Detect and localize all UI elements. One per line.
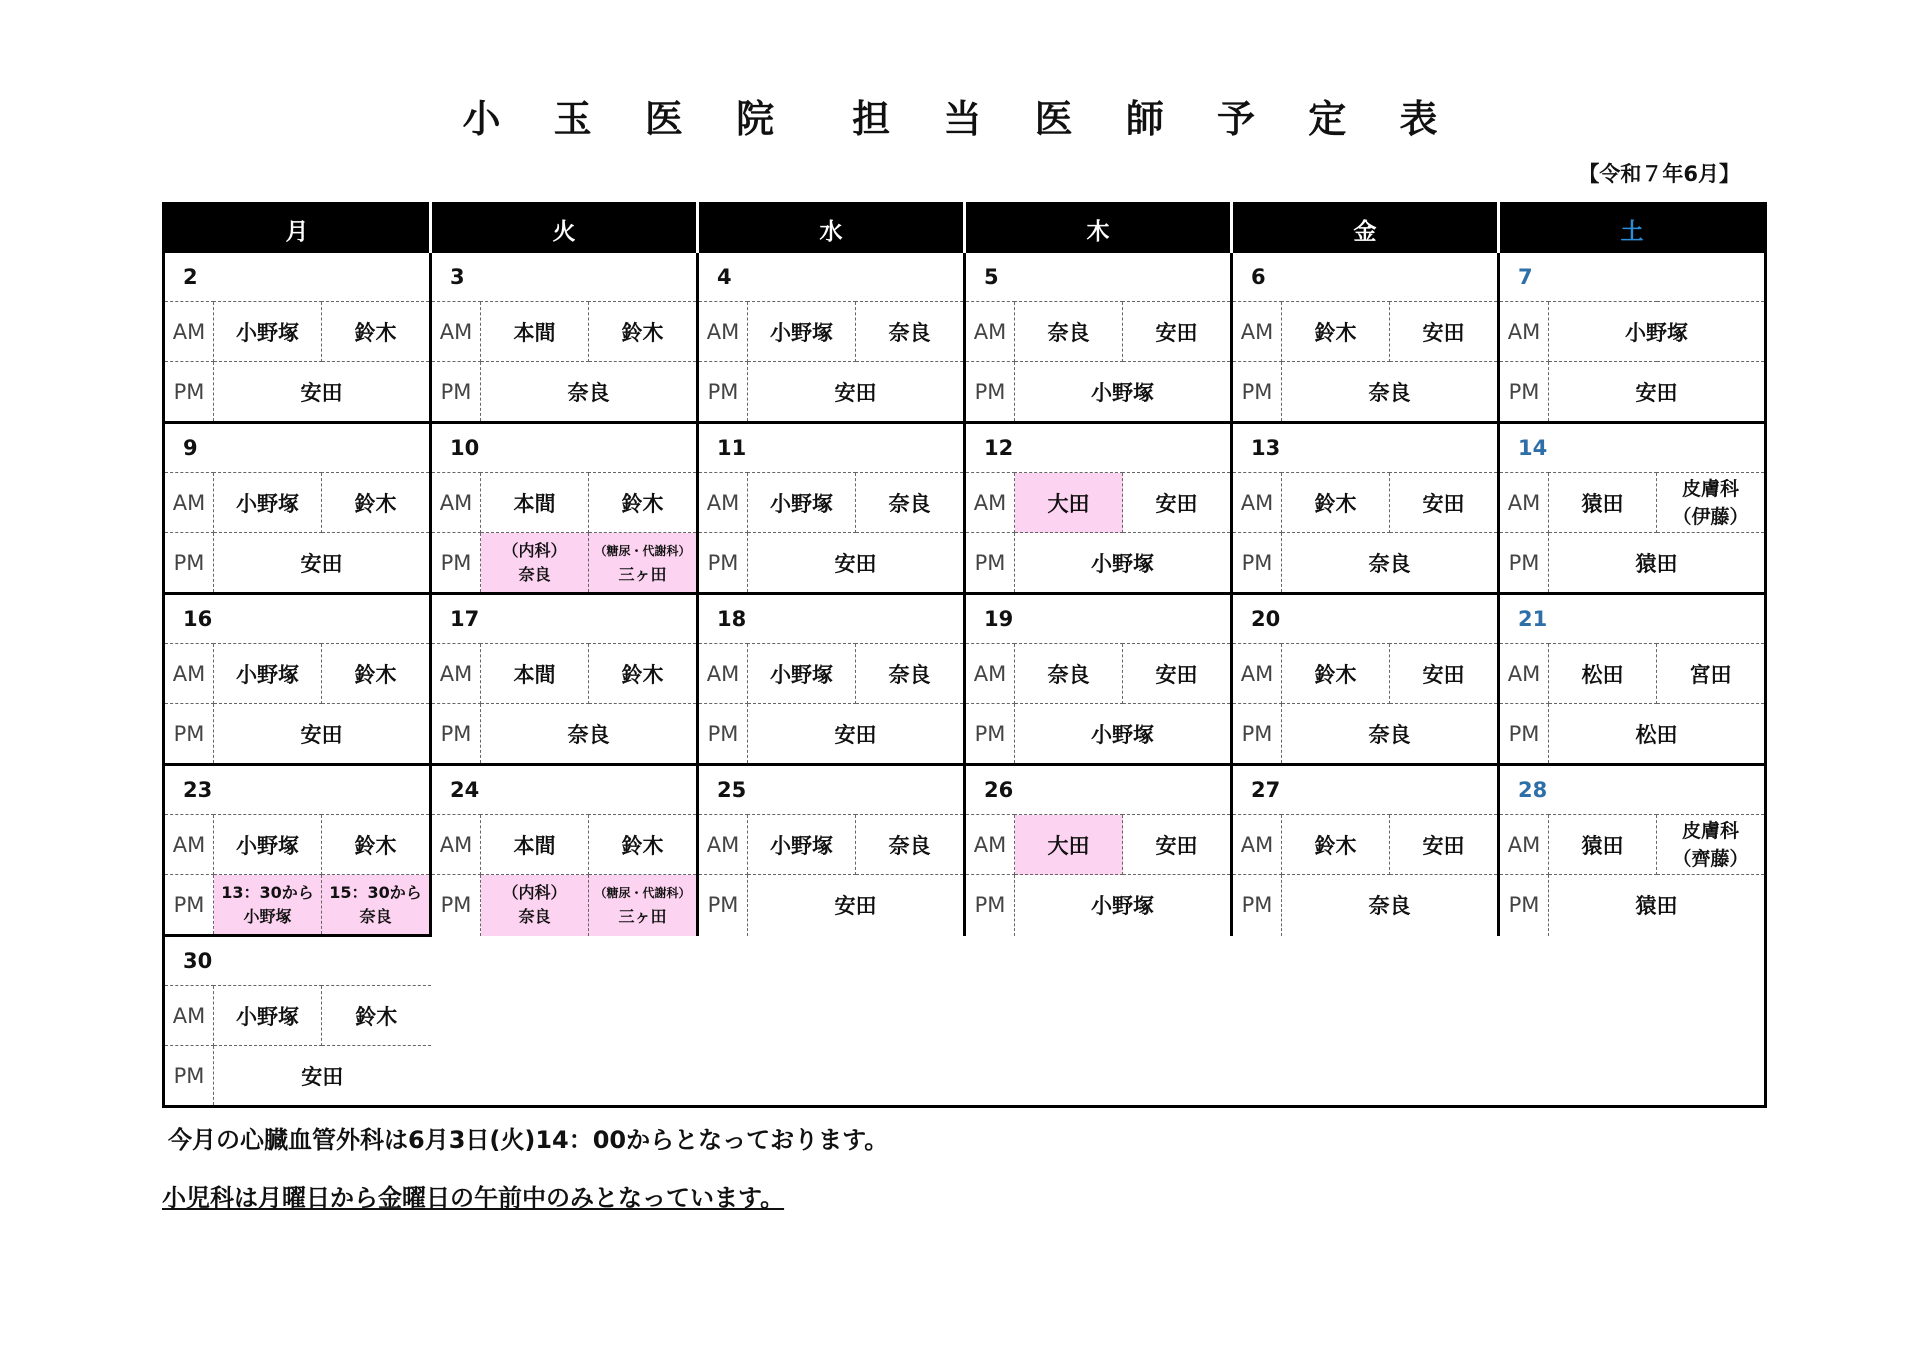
date-number: 2	[164, 253, 431, 302]
am-row	[164, 473, 1766, 533]
doctor-name: 松田	[1635, 722, 1678, 747]
doctor-name: 奈良	[1368, 551, 1411, 576]
empty-cell	[698, 1046, 965, 1107]
pm-label: PM	[164, 704, 214, 765]
pm-label: PM	[698, 704, 748, 765]
empty-cell	[1499, 986, 1766, 1046]
doctor-name: 本間	[481, 473, 589, 533]
doctor-name: 奈良	[856, 302, 965, 362]
doctor-name: 猿田	[1635, 894, 1678, 919]
doctor-name: 小野塚	[748, 473, 856, 533]
doctor-name: 小野塚	[243, 906, 292, 926]
doctor-name: 小野塚	[214, 644, 322, 704]
doctor-name: 鈴木	[589, 644, 698, 704]
pm-label: PM	[965, 875, 1015, 936]
date-number: 9	[164, 423, 431, 473]
doctor-name: 鈴木	[322, 986, 431, 1046]
am-label: AM	[698, 302, 748, 362]
date-row	[164, 765, 1766, 815]
pm-label: PM	[1499, 704, 1549, 765]
pm-row	[164, 875, 1766, 936]
doctor-name: 安田	[1123, 302, 1232, 362]
am-label: AM	[965, 815, 1015, 875]
am-label: AM	[1499, 473, 1549, 533]
doctor-name: 安田	[300, 380, 343, 405]
empty-cell	[698, 936, 965, 986]
doctor-name: 奈良	[518, 564, 551, 584]
am-label: AM	[698, 473, 748, 533]
doctor-name: 本間	[481, 644, 589, 704]
empty-cell	[1499, 1046, 1766, 1107]
pm-label: PM	[698, 362, 748, 423]
doctor-name: 鈴木	[589, 302, 698, 362]
pm-label: PM	[431, 362, 481, 423]
pediatrics-note: 小児科は月曜日から金曜日の午前中のみとなっています。	[162, 1184, 785, 1212]
cell-note: （内科）	[502, 540, 567, 560]
doctor-name: 奈良	[518, 907, 551, 927]
pm-label: PM	[1232, 875, 1282, 936]
date-number: 16	[164, 594, 431, 644]
pm-label: PM	[164, 362, 214, 423]
date-number: 27	[1232, 765, 1499, 815]
doctor-name: 本間	[481, 302, 589, 362]
pm-row	[164, 1046, 1766, 1107]
pm-label: PM	[698, 875, 748, 936]
date-number: 30	[164, 936, 431, 986]
doctor-name: 小野塚	[1549, 302, 1766, 362]
date-number: 21	[1499, 594, 1766, 644]
empty-cell	[431, 986, 698, 1046]
doctor-name: 鈴木	[322, 473, 431, 533]
doctor-name: 宮田	[1657, 644, 1766, 704]
pm-label: PM	[1232, 362, 1282, 423]
empty-cell	[431, 1046, 698, 1107]
doctor-name: 奈良	[856, 815, 965, 875]
date-number: 14	[1499, 423, 1766, 473]
doctor-name: 奈良	[1368, 380, 1411, 405]
doctor-name: 鈴木	[1282, 815, 1390, 875]
pm-label: PM	[965, 362, 1015, 423]
dermatology-cell	[1657, 473, 1766, 533]
am-label: AM	[965, 302, 1015, 362]
doctor-name: 本間	[481, 815, 589, 875]
pm-split-cell	[481, 875, 589, 936]
pm-label: PM	[1232, 704, 1282, 765]
doctor-name: 大田	[1015, 473, 1123, 533]
doctor-name: 安田	[834, 380, 877, 405]
date-number: 7	[1499, 253, 1766, 302]
doctor-name: 安田	[834, 722, 877, 747]
am-label: AM	[164, 986, 214, 1046]
cell-note: 皮膚科	[1681, 819, 1739, 842]
doctor-name: 奈良	[856, 644, 965, 704]
cell-note: （糖尿・代謝科）	[594, 543, 691, 558]
doctor-name: 安田	[301, 1064, 344, 1089]
weekday-header: 月	[164, 204, 431, 254]
pm-split-cell	[214, 875, 322, 936]
schedule-table	[162, 202, 1767, 1108]
am-label: AM	[965, 473, 1015, 533]
pm-label: PM	[1232, 533, 1282, 594]
pm-row	[164, 704, 1766, 765]
date-number: 28	[1499, 765, 1766, 815]
doctor-name: 鈴木	[1282, 302, 1390, 362]
date-number: 12	[965, 423, 1232, 473]
doctor-name: 小野塚	[748, 302, 856, 362]
doctor-name: 小野塚	[1091, 894, 1154, 919]
pm-label: PM	[164, 1046, 214, 1107]
pm-label: PM	[164, 875, 214, 936]
empty-cell	[1232, 936, 1499, 986]
am-label: AM	[965, 644, 1015, 704]
doctor-name: 奈良	[567, 722, 610, 747]
date-row	[164, 936, 1766, 986]
weekday-header-saturday: 土	[1499, 204, 1766, 254]
cell-note: 皮膚科	[1681, 477, 1739, 500]
pm-label: PM	[1499, 533, 1549, 594]
am-label: AM	[431, 473, 481, 533]
doctor-name: 鈴木	[322, 815, 431, 875]
date-number: 18	[698, 594, 965, 644]
weekday-header-row	[164, 204, 1766, 254]
doctor-name: 小野塚	[1091, 380, 1154, 405]
pm-split-cell	[589, 875, 698, 936]
am-label: AM	[431, 815, 481, 875]
doctor-name: 三ヶ田	[618, 564, 667, 584]
am-label: AM	[698, 644, 748, 704]
weekday-header: 木	[965, 204, 1232, 254]
doctor-name: 奈良	[1368, 722, 1411, 747]
doctor-name: 安田	[834, 894, 877, 919]
am-label: AM	[1232, 815, 1282, 875]
cardiology-note: 今月の心臓血管外科は6月3日(火)14：00からとなっております。	[168, 1126, 889, 1154]
am-label: AM	[1499, 644, 1549, 704]
doctor-name: 奈良	[1368, 894, 1411, 919]
date-number: 19	[965, 594, 1232, 644]
doctor-name: 猿田	[1549, 815, 1657, 875]
cell-note: 13：30から	[221, 882, 314, 902]
doctor-name: 松田	[1549, 644, 1657, 704]
weekday-header: 水	[698, 204, 965, 254]
date-number: 26	[965, 765, 1232, 815]
doctor-name: 小野塚	[214, 473, 322, 533]
empty-cell	[1232, 986, 1499, 1046]
date-row	[164, 423, 1766, 473]
am-label: AM	[164, 815, 214, 875]
doctor-name: 安田	[1390, 473, 1499, 533]
pm-label: PM	[965, 533, 1015, 594]
doctor-name: 小野塚	[748, 644, 856, 704]
doctor-name: 小野塚	[214, 815, 322, 875]
pm-split-cell	[589, 533, 698, 594]
doctor-name: 奈良	[359, 906, 392, 926]
am-label: AM	[164, 473, 214, 533]
doctor-name: 大田	[1015, 815, 1123, 875]
doctor-name: 奈良	[1015, 302, 1123, 362]
date-number: 10	[431, 423, 698, 473]
doctor-name: 安田	[1390, 815, 1499, 875]
cell-note: （糖尿・代謝科）	[594, 886, 691, 901]
doctor-name: 猿田	[1549, 473, 1657, 533]
pm-label: PM	[1499, 362, 1549, 423]
doctor-name: 安田	[834, 551, 877, 576]
am-row	[164, 302, 1766, 362]
doctor-name: 鈴木	[589, 473, 698, 533]
pm-label: PM	[431, 704, 481, 765]
page-title: 小 玉 医 院 担 当 医 師 予 定 表	[462, 97, 1458, 141]
doctor-name: 鈴木	[322, 644, 431, 704]
cell-note: 15：30から	[329, 882, 422, 902]
period-label: 【令和７年6月】	[1578, 162, 1740, 186]
doctor-name: 鈴木	[1282, 473, 1390, 533]
pm-row	[164, 362, 1766, 423]
doctor-name: 安田	[1123, 815, 1232, 875]
doctor-name: 安田	[300, 722, 343, 747]
doctor-name: 三ヶ田	[618, 907, 667, 927]
date-number: 23	[164, 765, 431, 815]
doctor-name: 鈴木	[1282, 644, 1390, 704]
empty-cell	[698, 986, 965, 1046]
am-label: AM	[431, 644, 481, 704]
am-row	[164, 815, 1766, 875]
cell-note: （内科）	[502, 883, 567, 903]
am-label: AM	[1232, 644, 1282, 704]
empty-cell	[1232, 1046, 1499, 1107]
doctor-name: 安田	[1635, 380, 1678, 405]
weekday-header: 金	[1232, 204, 1499, 254]
empty-cell	[965, 1046, 1232, 1107]
date-number: 20	[1232, 594, 1499, 644]
pm-split-cell	[322, 875, 431, 936]
pm-label: PM	[698, 533, 748, 594]
date-row	[164, 594, 1766, 644]
pm-split-cell	[481, 533, 589, 594]
am-row	[164, 986, 1766, 1046]
am-row	[164, 644, 1766, 704]
doctor-name: 小野塚	[748, 815, 856, 875]
doctor-name: （伊藤）	[1672, 505, 1749, 528]
date-number: 11	[698, 423, 965, 473]
doctor-name: 小野塚	[214, 986, 322, 1046]
date-number: 25	[698, 765, 965, 815]
dermatology-cell	[1657, 815, 1766, 875]
doctor-name: 安田	[1123, 473, 1232, 533]
am-label: AM	[1499, 302, 1549, 362]
am-label: AM	[1232, 473, 1282, 533]
am-label: AM	[1232, 302, 1282, 362]
doctor-name: 安田	[1123, 644, 1232, 704]
date-number: 5	[965, 253, 1232, 302]
am-label: AM	[698, 815, 748, 875]
date-row	[164, 253, 1766, 302]
date-number: 13	[1232, 423, 1499, 473]
empty-cell	[965, 936, 1232, 986]
doctor-name: 鈴木	[322, 302, 431, 362]
pm-label: PM	[431, 875, 481, 936]
empty-cell	[965, 986, 1232, 1046]
am-label: AM	[164, 644, 214, 704]
doctor-name: 小野塚	[1091, 722, 1154, 747]
empty-cell	[1499, 936, 1766, 986]
date-number: 4	[698, 253, 965, 302]
doctor-name: 奈良	[856, 473, 965, 533]
pm-row	[164, 533, 1766, 594]
pm-label: PM	[965, 704, 1015, 765]
doctor-name: （齊藤）	[1672, 847, 1749, 870]
am-label: AM	[164, 302, 214, 362]
doctor-name: 安田	[1390, 302, 1499, 362]
am-label: AM	[431, 302, 481, 362]
doctor-name: 奈良	[567, 380, 610, 405]
am-label: AM	[1499, 815, 1549, 875]
date-number: 6	[1232, 253, 1499, 302]
empty-cell	[431, 936, 698, 986]
date-number: 3	[431, 253, 698, 302]
doctor-name: 安田	[300, 551, 343, 576]
pm-label: PM	[431, 533, 481, 594]
doctor-name: 奈良	[1015, 644, 1123, 704]
doctor-name: 安田	[1390, 644, 1499, 704]
date-number: 17	[431, 594, 698, 644]
pm-label: PM	[1499, 875, 1549, 936]
weekday-header: 火	[431, 204, 698, 254]
doctor-name: 小野塚	[1091, 551, 1154, 576]
date-number: 24	[431, 765, 698, 815]
doctor-name: 鈴木	[589, 815, 698, 875]
doctor-name: 小野塚	[214, 302, 322, 362]
pm-label: PM	[164, 533, 214, 594]
doctor-name: 猿田	[1635, 551, 1678, 576]
